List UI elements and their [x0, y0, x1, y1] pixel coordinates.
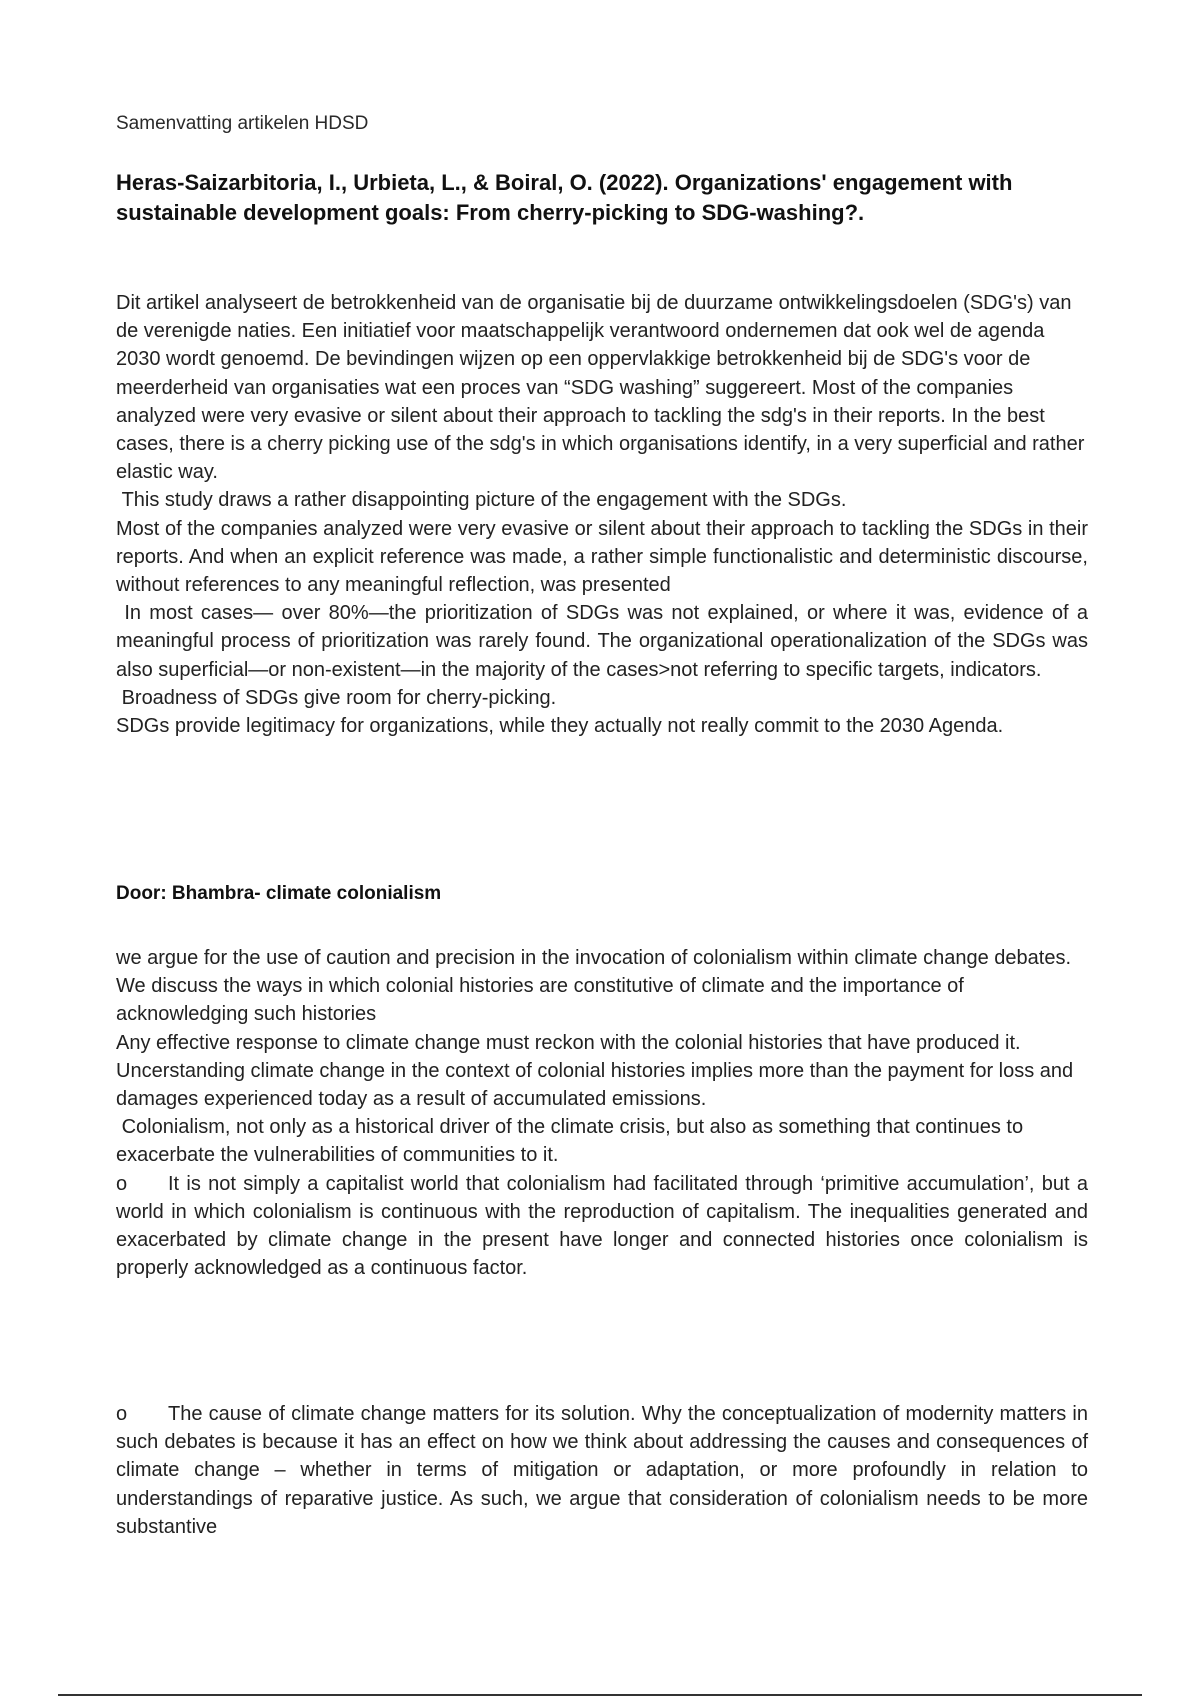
note-paragraph-caution: we argue for the use of caution and precision in the invocation of colonialism within climate change debates. — [116, 947, 1072, 969]
summary-paragraph-legitimacy: SDGs provide legitimacy for organizations, while they actually not really commit to the 2030 Agenda. — [116, 715, 1004, 738]
bullet-marker: o — [116, 1172, 128, 1195]
colonialism-notes — [116, 944, 1088, 1282]
summary-paragraph-prioritization: In most cases— over 80%—the prioritization of SDGs was not explained, or where it was, evidence of a meaningful process of prioritization was rarely found. The organizational operationalization of the SDGs was also superficial—or non-existent—in the majority of the cases>not referring to specific targets, indicators. — [116, 602, 1094, 681]
summary-paragraph-companies: Most of the companies analyzed were very evasive or silent about their approach to tackling the SDGs in their reports. And when an explicit reference was made, a rather simple functionalistic and deterministic discourse, without references to any meaningful reflection, was presented — [116, 517, 1088, 597]
article-summary — [116, 289, 1094, 740]
bullet-text: It is not simply a capitalist world that colonialism had facilitated through ‘primitive accumulation’, but a world in which colonialism is continuous with the reproduction of capitalism. The inequalities generated and exacerbated by climate change in the present have longer and connected histories once colonialism is properly acknowledged as a continuous factor. — [116, 1172, 1088, 1280]
page-bottom-divider — [58, 1694, 1142, 1696]
bullet-marker: o — [116, 1403, 128, 1425]
bullet-item — [116, 1170, 1088, 1283]
summary-paragraph-study: This study draws a rather disappointing picture of the engagement with the SDGs. — [116, 489, 847, 512]
note-paragraph-histories: We discuss the ways in which colonial histories are constitutive of climate and the importance of acknowledging such histories — [116, 975, 964, 1026]
summary-paragraph-broadness: Broadness of SDGs give room for cherry-picking. — [116, 686, 557, 709]
note-paragraph-understanding: Uncerstanding climate change in the context of colonial histories implies more than the payment for loss and damages experienced today as a result of accumulated emissions. — [116, 1059, 1074, 1111]
summary-paragraph-intro: Dit artikel analyseert de betrokkenheid van de organisatie bij de duurzame ontwikkelingsdoelen (SDG's) van de verenigde naties. Een initiatief voor maatschappelijk verantwoord ondernemen dat ook wel de agenda 2030 wordt genoemd. De bevindingen wijzen op een oppervlakkige betrokkenheid bij de SDG's voor de meerderheid van organisaties wat een proces van “SDG washing” suggereert. Most of the companies analyzed were very evasive or silent about their approach to tackling the sdg's in their reports. In the best cases, there is a cherry picking use of the sdg's in which organisations identify, in a very superficial and rather elastic way. — [116, 292, 1085, 484]
bullet-text: The cause of climate change matters for its solution. Why the conceptualization of modernity matters in such debates is because it has an effect on how we think about addressing the causes and consequences of climate change – whether in terms of mitigation or adaptation, or more profoundly in relation to understandings of reparative justice. As such, we argue that consideration of colonialism needs to be more substantive — [116, 1403, 1088, 1538]
article-title: Heras-Saizarbitoria, I., Urbieta, L., & Boiral, O. (2022). Organizations' engagement with sustainable development goals: From cherry-picking to SDG-washing?. — [116, 170, 1013, 225]
document-header: Samenvatting artikelen HDSD — [116, 113, 369, 134]
colonialism-notes-continued — [116, 1400, 1088, 1541]
note-paragraph-colonialism: Colonialism, not only as a historical driver of the climate crisis, but also as something that continues to exacerbate the vulnerabilities of communities to it. — [116, 1116, 1029, 1167]
section-heading: Door: Bhambra- climate colonialism — [116, 883, 442, 904]
note-paragraph-response: Any effective response to climate change must reckon with the colonial histories that have produced it. — [116, 1031, 1021, 1054]
bullet-item — [116, 1400, 1088, 1541]
